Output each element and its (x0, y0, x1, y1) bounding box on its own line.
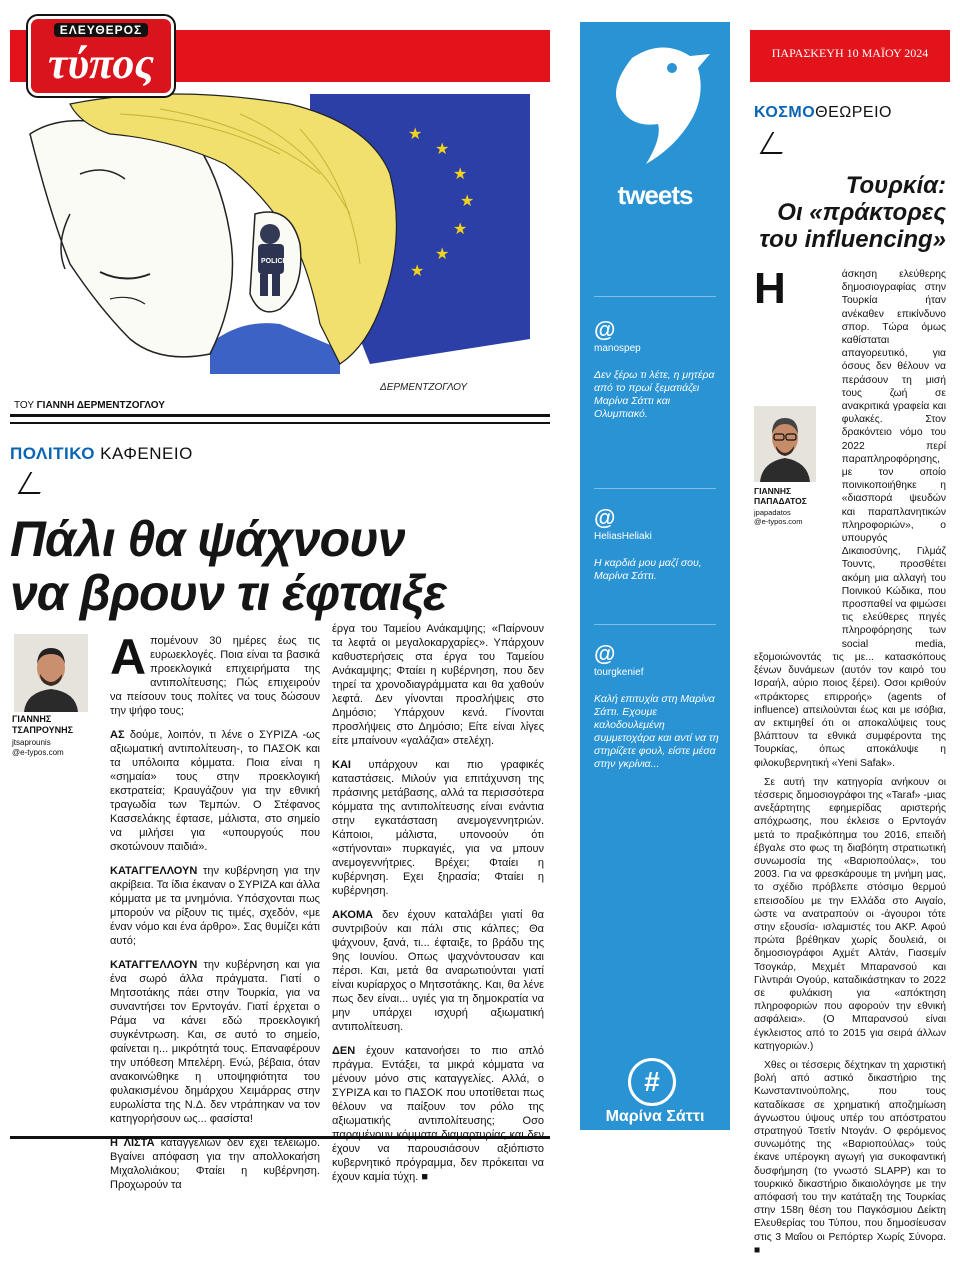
police-label: POLICE (261, 258, 288, 265)
headline-line-2: να βρουν τι έφταιξε (10, 565, 446, 621)
at-icon: @ (594, 505, 616, 530)
author-email-domain: @e-typos.com (12, 748, 64, 757)
bottom-rule (10, 1136, 550, 1140)
tweet-separator (594, 296, 716, 297)
at-icon: @ (594, 641, 616, 666)
dropcap: Α (110, 629, 147, 685)
hashtag-subject: Μαρίνα Σάττι (605, 1108, 705, 1125)
svg-text:★: ★ (453, 221, 468, 238)
side-author-photo (754, 406, 816, 482)
paragraph-lead: ΑΚΟΜΑ (332, 909, 374, 921)
newspaper-logo[interactable] (28, 16, 174, 96)
side-author-email[interactable] (754, 508, 820, 526)
author-email-domain: @e-typos.com (754, 517, 803, 526)
paragraph-text: δούμε, λοιπόν, τι λένε ο ΣΥΡΙΖΑ -ως αξιωματική αντιπολίτευση-, το ΠΑΣΟΚ και τα υπόλοιπα κόμματα. Ποια είναι η «σημαία» τους στην προεκλογική εκστρατεία; Κραυγάζουν για την εθνική τραγωδία των Τεμπών. Ο Στέφανος Κασσελάκης έφτασε, μάλιστα, στο σημείο να μιλήσει για «υπουργούς που σκοτώνουν παιδιά». (110, 729, 320, 853)
right-section-label (754, 104, 892, 122)
tweet-item[interactable] (594, 642, 720, 771)
paragraph (332, 908, 544, 1034)
paragraph (332, 758, 544, 898)
section-label-b: ΘΕΩΡΕΙΟ (815, 104, 892, 121)
paragraph-text: έχουν κατανοήσει το πιο απλό πράγμα. Εντάξει, τα μικρά κόμματα να μένουν μόνο στις καταγγελίες. Αλλά, ο ΣΥΡΙΖΑ και το ΠΑΣΟΚ που υποτίθεται πως θέλουν να παίξουν τον ρόλο της αξιωματικής αντιπολίτευσης; Οσο παραμένουν κόμματα διαμαρτυρίας και δεν έχουν να παρουσιάσουν αξιόπιστο κυβερνητικό πρόγραμμα, δεν πρόκειται να έχουν καμία τύχη. ■ (332, 1045, 544, 1183)
svg-text:★: ★ (453, 166, 468, 183)
author-last-name: ΠΑΠΑΔΑΤΟΣ (754, 496, 807, 506)
author-first-name: ΓΙΑΝΝΗΣ (754, 486, 792, 496)
hashtag-icon[interactable]: # (628, 1058, 676, 1106)
article-column-1 (110, 629, 320, 1202)
paragraph-lead: ΚΑΙ (332, 759, 351, 771)
paragraph-text: πομένουν 30 ημέρες έως τις ευρωεκλογές. Ποια είναι τα βασικά προεκλογικά επιχειρήματα της αντιπολίτευσης; Πώς επιχειρούν να πείσουν τους πολίτες να τους δώσουν την ψήφο τους; (110, 635, 320, 717)
article-column-2 (332, 622, 544, 1194)
paragraph-text: την κυβέρνηση και για ένα σωρό άλλα πράγματα. Γιατί ο Μητσοτάκης πάει στην Τουρκία, για να συναντήσει τον Ερντογάν. Γιατί έρχεται ο Ράμα να κάνει εδώ προεκλογική συγκέντρωση. Και, σε αυτό το σημείο, φαίνεται η... μικρότητά τους. Επαναφέρουν την υπόθεση Μπελέρη. Ενώ, βέβαια, όταν ανακοινώθηκε η υποψηφιότητα του φυλακισμένου δημάρχου Χειμάρρας στην ευρωλίστα της Ν.Δ. δεν ντράπηκαν να τον κατηγορήσουν ως... φασίστα! (110, 959, 320, 1125)
paragraph (110, 864, 320, 948)
paragraph (332, 1044, 544, 1184)
tweet-user[interactable]: tourgkenief (594, 667, 644, 678)
cartoon-credit (14, 400, 165, 411)
paragraph (110, 1136, 320, 1192)
section-bracket (760, 132, 795, 154)
svg-text:★: ★ (408, 126, 423, 143)
svg-text:★: ★ (460, 193, 475, 210)
paragraph (110, 958, 320, 1126)
face (30, 121, 233, 357)
jacket (210, 323, 340, 374)
tweets-column (580, 22, 730, 1130)
paragraph (332, 622, 544, 748)
credit-name: ΓΙΑΝΝΗ ΔΕΡΜΕΝΤΖΟΓΛΟΥ (36, 400, 165, 411)
main-article-column (10, 12, 550, 1191)
tweet-separator (594, 624, 716, 625)
section-label-a: ΠΟΛΙΤΙΚΟ (10, 444, 95, 463)
tweet-text: Καλή επιτυχία στη Μαρίνα Σάττι. Εχουμε καλοδουλεμένη συμμετοχάρα και αντί να τη στηρίζετε φουλ, είστε μέσα στην γκρίνια... (594, 693, 719, 770)
headline-line-2: Οι «πράκτορες (777, 199, 946, 226)
author-name (12, 714, 104, 736)
paragraph-lead: ΔΕΝ (332, 1045, 356, 1057)
paragraph-text: Χθες οι τέσσερις δέχτηκαν τη χαριστική βολή από αστικό δικαστήριο της Κωνσταντινούπολης, που τους καταδίκασε σε χρηματική αποζημίωση άγνωστου ύψους υπέρ του απόστρατου στρατηγού Τσετίν Ντογάν. Ο φερόμενος συνωμότης της «Βαριοπούλας» τούς έκανε υπέρογκη αγωγή για συκοφαντική δυσφήμηση (το γνωστό SLAPP) και το τουρκικό δικαστήριο δικαιολόγησε με την απόφασή του την κατάταξη της Τουρκίας στην 158η θέση του Παγκόσμιου Δείκτη Ελευθερίας του Τύπου, που δημοσίευσαν στις 3 Μαΐου οι Ρεπόρτερ Χωρίς Σύνορα. ■ (754, 1059, 946, 1256)
tweet-bird-icon (602, 38, 712, 168)
at-icon: @ (594, 317, 616, 342)
article-headline (10, 512, 550, 620)
author-first-name: ΓΙΑΝΝΗΣ (12, 714, 52, 724)
section-label-b: ΚΑΦΕΝΕΙΟ (100, 444, 193, 463)
side-article-headline (750, 172, 946, 253)
issue-date: ΠΑΡΑΣΚΕΥΗ 10 ΜΑΪΟΥ 2024 (771, 46, 929, 60)
author-email[interactable] (12, 738, 104, 758)
author-photo (14, 634, 88, 712)
paragraph (110, 728, 320, 854)
paragraph-text: έργα του Ταμείου Ανάκαμψης; «Παίρνουν τα λεφτά οι μεγαλοκαρχαρίες». Υπάρχουν καθυστερήσεις στα έργα του Ταμείου Ανάκαμψης; Φταίει η κυβέρνηση, που δεν τηρεί τα χρονοδιαγράμματα και θα χαθούν λεφτά. Δεν γίνονται προσλήψεις στο Δημόσιο; Υπάρχουν κενά. Γίνονται προσλήψεις στο Δημόσιο; Είτε είναι λίγες είτε μπαίνουν «γαλάζια» στελέχη. (332, 623, 544, 747)
side-article-column (750, 12, 950, 1256)
logo-top-text: ΕΛΕΥΘΕΡΟΣ (54, 23, 148, 37)
section-label-a: ΚΟΣΜΟ (754, 104, 816, 121)
tweet-separator (594, 488, 716, 489)
divider (10, 414, 550, 424)
svg-text:★: ★ (435, 246, 450, 263)
political-cartoon (10, 94, 550, 394)
headline-line-3: του influencing» (759, 226, 946, 253)
headline-line-1: Πάλι θα ψάχνουν (10, 511, 405, 567)
tweets-title: tweets (617, 180, 693, 210)
paragraph-lead: ΑΣ (110, 729, 125, 741)
section-label (10, 444, 193, 464)
paragraph-text: δεν έχουν καταλάβει γιατί θα συντριβούν και πάλι στις κάλπες; Θα ψάχνουν, ξανά, τι... έφταιξε, το βράδυ της 9ης Ιουνίου. Οπως ψαχνόντουσαν και πέρσι. Και, μετά θα αναρωτιούνται γιατί είναι κυρίαρχος ο Μητσοτάκης. Και, θα λένε πως δεν είναι... υγιές για τη δημοκρατία να μην υπάρχει ισχυρή αξιωματική αντιπολίτευση. (332, 909, 544, 1033)
section-bracket (18, 472, 53, 494)
logo-main-text: τύπος (47, 39, 155, 88)
paragraph-text: καταγγελιών δεν έχει τελειωμό. Βγαίνει απόφαση για την απολλοκαήση Μιχαλολιάκου; Φταίει η κυβέρνηση. Προχωρούν τα (110, 1137, 320, 1191)
paragraph-lead: ΚΑΤΑΓΓΕΛΛΟΥΝ (110, 959, 198, 971)
author-email-user: jpapadatos (754, 508, 791, 517)
tweet-user[interactable]: manospep (594, 343, 641, 354)
author-email-user: jtsaprounis (12, 738, 51, 747)
paragraph-text: Σε αυτή την κατηγορία ανήκουν οι τέσσερις δημοσιογράφοι της «Taraf» -μιας ανεξάρτητης εφημερίδας αριστερής απόχρωσης, που έκλεισε ο Ερντογάν μετά το πραξικόπημα του 2016, επειδή έβγαλε στο φως τη διαβόητη στρατιωτική συνωμοσία της «Βαριοπούλας», του 2003. Για να φρεσκάρουμε τη μνήμη μας, το σχέδιο πρόβλεπε στόσιμο θερμού επεισοδίου με την Ελλάδα στο Αιγαίο, ώστε να ανατραπούν οι -άγουροι τότε στην εξουσία- ισλαμιστές του ΑΚΡ. Αφού πρώτα βρέθηκαν χωρίς δουλειά, οι δημοσιογράφοι Αχμέτ Αλτάν, Γιασεμίν Τσογκάρ, Μεχμέτ Μπαρανσού και Γιλντιράι Ογούρ, καταδικάστηκαν το 2022 σε φυλάκιση για «απόκτηση πληροφοριών που αφορούν την εθνική ασφάλεια». (Ο Μπαρανσού είναι έγκλειστος από το 2015 για σειρά άλλων κατηγοριών.) (754, 776, 946, 1052)
paragraph-text: υπάρχουν και πιο γραφικές καταστάσεις. Μιλούν για επιτάχυνση της πράσινης μετάβασης, αλλά τα περισσότερα κόμματα της αντιπολίτευσης είναι ενάντια στην εγκατάσταση ανεμογεννητριών. Κάποιοι, μάλιστα, υπονοούν ότι «στήνονται» πυρκαγιές, για να μπουν ανεμογεννήτριες. Βρέχει; Φταίει η κυβέρνηση. Εχει ξηρασία; Φταίει η κυβέρνηση. (332, 759, 544, 897)
author-last-name: ΤΣΑΠΡΟΥΝΗΣ (12, 725, 74, 735)
svg-text:★: ★ (435, 141, 450, 158)
side-author-name (754, 486, 820, 506)
paragraph (754, 776, 946, 1053)
svg-text:★: ★ (410, 263, 425, 280)
tweet-text: Η καρδιά μου μαζί σου, Μαρίνα Σάττι. (594, 557, 702, 582)
paragraph (754, 1059, 946, 1257)
tweet-text: Δεν ξέρω τι λέτε, η μητέρα από το πρωί ξεματιάζει Μαρίνα Σάττι και Ολυμπιακό. (594, 369, 715, 420)
tweet-user[interactable]: HeliasHeliaki (594, 531, 652, 542)
paragraph-lead: Η ΛΙΣΤΑ (110, 1137, 155, 1149)
paragraph-text: άσκηση ελεύθερης δημοσιογραφίας στην Τουρκία ήταν ανέκαθεν επικίνδυνο σπορ. Τώρα όμως καθίσταται απαγορευτικό, για όσους δεν θέλουν να περάσουν τη μισή τους ζωή σε ανακριτικά γραφεία και φυλακές. Στον δρακόντειο νόμο του 2022 περί παραπληροφόρησης, με τον οποίο ποινικοποιήθηκε η «διασπορά ψευδών και παραπλανητικών πληροφοριών», ο υπουργός Δικαιοσύνης, Γιλμάζ Τουντς, προσθέτει ακόμη μια αλλαγή του Ποινικού Κώδικα, που προσπαθεί να φιμώσει τις ελεύθερες πηγές πληροφόρησης των social media, εξομοιώνοντάς τις με... κατασκόπους ξένων δυνάμεων (αυτόν τον καιρό του Ισραήλ, αύριο ποιος ξέρει). Οσοι κριθούν «πράκτορες επιρροής» (agents of influence) απειλούνται έως και με ισόβια, αν εκτιμηθεί ότι οι αποκαλύψεις τους βλάπτουν τα εθνικά συμφέροντα της Τουρκίας, όπως αποκάλυψε η φιλοκυβερνητική «Yeni Safak». (754, 269, 946, 769)
cartoon-signature: ΔΕΡΜΕΝΤΖΟΓΛΟΥ (380, 382, 468, 393)
dropcap: Η (754, 264, 786, 313)
headline-line-1: Τουρκία: (845, 172, 946, 199)
paragraph-text: την κυβέρνηση για την ακρίβεια. Τα ίδια έκαναν ο ΣΥΡΙΖΑ και άλλα κόμματα με τα μνημόνια. Υπόσχονται πως μπορούν να ρίξουν τις τιμές, σχεδόν, «με έναν νόμο και ένα άρθρο». Σας θυμίζει κάτι αυτό; (110, 865, 320, 947)
credit-prefix: ΤΟΥ (14, 400, 34, 411)
paragraph (110, 629, 320, 718)
paragraph-lead: ΚΑΤΑΓΓΕΛΛΟΥΝ (110, 865, 198, 877)
tweet-item[interactable] (594, 318, 720, 421)
tweet-item[interactable] (594, 506, 720, 583)
